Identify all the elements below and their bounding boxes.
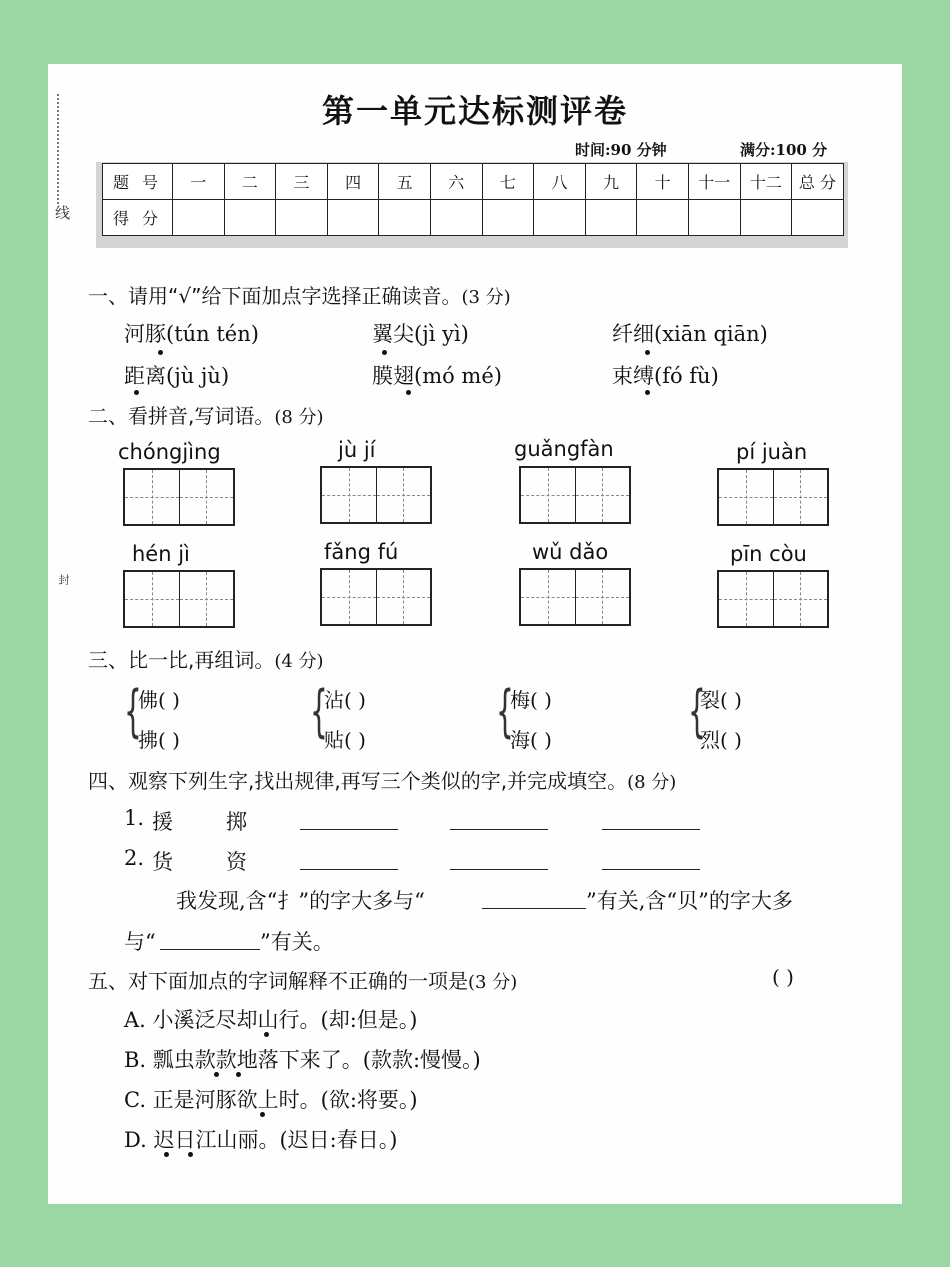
score-col: 九 [585,164,637,200]
q2-pinyin: hén jì [132,542,190,566]
q3-word[interactable]: 拂( ) [138,728,180,752]
emphasis-dot [158,350,163,355]
score-col: 一 [173,164,225,200]
q4-row-num: 1. [124,806,145,830]
q4-sentence-part: 与“ [124,930,156,954]
q2-pinyin: pīn còu [730,542,807,566]
writing-grid[interactable] [320,568,432,626]
score-row-label: 题 号 [103,164,173,200]
binding-mark-xian: 线 [53,205,71,220]
q2-pinyin: jù jí [338,438,376,462]
q4-sentence-part: 我发现,含“扌”的字大多与“ [176,889,425,913]
q1-item[interactable]: 膜翅(mó mé) [372,364,502,388]
emphasis-dot [214,1072,219,1077]
q2-pinyin: pí juàn [736,440,808,464]
q3-word[interactable]: 梅( ) [510,688,552,712]
q5-points: (3 分) [468,972,518,993]
answer-blank[interactable] [160,948,260,950]
full-score: 满分:100 分 [740,141,828,159]
score-cell[interactable] [482,200,534,236]
q5-option-d[interactable]: D. 迟日江山丽。(迟日:春日。) [124,1128,398,1152]
writing-grid[interactable] [717,570,829,628]
score-col: 十 [637,164,689,200]
q5-option-a[interactable]: A. 小溪泛尽却山行。(却:但是。) [124,1008,418,1032]
q4-row-num: 2. [124,846,145,870]
score-col: 七 [482,164,534,200]
q3-heading-text: 三、比一比,再组词。 [88,648,275,672]
q5-option-c[interactable]: C. 正是河豚欲上时。(欲:将要。) [124,1088,418,1112]
q1-item[interactable]: 纤细(xiān qiān) [612,322,768,346]
q4-points: (8 分) [627,772,677,793]
q2-points: (8 分) [274,407,324,428]
brace-icon: { [310,679,328,744]
q3-word[interactable]: 沾( ) [324,688,366,712]
q2-heading-text: 二、看拼音,写词语。 [88,404,275,428]
brace-icon: { [124,679,142,744]
score-cell[interactable] [173,200,225,236]
score-cell[interactable] [585,200,637,236]
q1-heading [88,280,511,309]
q5-option-b[interactable]: B. 瓢虫款款地落下来了。(款款:慢慢。) [124,1048,481,1072]
score-col: 总 分 [792,164,844,200]
answer-paren[interactable]: ( ) [772,965,794,989]
writing-grid[interactable] [519,466,631,524]
emphasis-dot [134,390,139,395]
answer-blank[interactable] [450,868,548,870]
score-cell[interactable] [688,200,740,236]
answer-blank[interactable] [300,868,398,870]
answer-blank[interactable] [602,828,700,830]
q5-heading [88,965,517,994]
q1-item[interactable]: 距离(jù jù) [124,364,230,388]
q3-points: (4 分) [274,651,324,672]
q4-char: 资 [226,850,247,874]
binding-mark-feng: 封 [57,574,70,585]
score-cell[interactable] [430,200,482,236]
emphasis-dot [645,390,650,395]
q3-word[interactable]: 海( ) [510,728,552,752]
emphasis-dot [236,1072,241,1077]
time-limit: 时间:90 分钟 [575,141,667,159]
q4-char: 援 [152,810,173,834]
score-cell[interactable] [276,200,328,236]
q1-item[interactable]: 河豚(tún tén) [124,322,259,346]
answer-blank[interactable] [450,828,548,830]
emphasis-dot [382,350,387,355]
writing-grid[interactable] [717,468,829,526]
answer-blank[interactable] [482,907,586,909]
writing-grid[interactable] [320,466,432,524]
q3-word[interactable]: 烈( ) [700,728,742,752]
q1-points: (3 分) [461,287,511,308]
score-row-label: 得 分 [103,200,173,236]
score-cell[interactable] [224,200,276,236]
score-table [102,163,844,236]
score-col: 三 [276,164,328,200]
score-value-row [103,200,844,236]
q3-word[interactable]: 佛( ) [138,688,180,712]
score-col: 十二 [740,164,792,200]
q2-pinyin: wǔ dǎo [532,540,609,564]
score-cell[interactable] [534,200,586,236]
q3-word[interactable]: 贴( ) [324,728,366,752]
score-cell[interactable] [740,200,792,236]
emphasis-dot [406,390,411,395]
q4-char: 货 [152,850,173,874]
q5-heading-text: 五、对下面加点的字词解释不正确的一项是 [88,969,468,993]
q3-word[interactable]: 裂( ) [700,688,742,712]
q4-heading-text: 四、观察下列生字,找出规律,再写三个类似的字,并完成填空。 [88,769,628,793]
q1-item[interactable]: 翼尖(jì yì) [372,322,469,346]
q1-item[interactable]: 束缚(fó fù) [612,364,719,388]
page-title: 第一单元达标测评卷 [321,92,628,130]
emphasis-dot [645,350,650,355]
q2-pinyin: fǎng fú [324,540,399,564]
score-col: 四 [327,164,379,200]
brace-icon: { [496,679,514,744]
q4-sentence-part: ”有关,含“贝”的字大多 [586,889,793,913]
score-cell[interactable] [792,200,844,236]
score-cell[interactable] [379,200,431,236]
score-cell[interactable] [637,200,689,236]
q4-char: 掷 [226,810,247,834]
score-cell[interactable] [327,200,379,236]
q4-heading [88,765,676,794]
q2-pinyin: chóngjìng [118,440,221,464]
brace-icon: { [688,679,706,744]
q2-pinyin: guǎngfàn [514,437,614,461]
writing-grid[interactable] [123,468,235,526]
score-col: 十一 [688,164,740,200]
emphasis-dot [260,1112,265,1117]
answer-blank[interactable] [602,868,700,870]
answer-blank[interactable] [300,828,398,830]
q3-heading [88,644,324,673]
score-col: 五 [379,164,431,200]
emphasis-dot [164,1152,169,1157]
score-header-row [103,164,844,200]
writing-grid[interactable] [123,570,235,628]
emphasis-dot [264,1032,269,1037]
q1-heading-text: 一、请用“√”给下面加点字选择正确读音。 [88,284,462,308]
q2-heading [88,400,324,429]
q4-sentence-part: ”有关。 [260,930,334,954]
emphasis-dot [188,1152,193,1157]
writing-grid[interactable] [519,568,631,626]
score-col: 二 [224,164,276,200]
score-col: 六 [430,164,482,200]
score-col: 八 [534,164,586,200]
